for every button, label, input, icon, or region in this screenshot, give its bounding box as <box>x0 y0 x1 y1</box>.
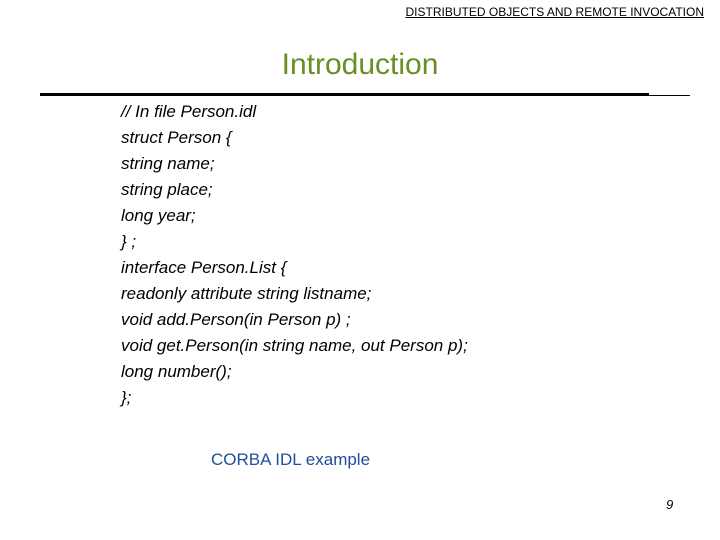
section-header: DISTRIBUTED OBJECTS AND REMOTE INVOCATION <box>405 5 704 19</box>
code-line: struct Person { <box>121 128 232 147</box>
code-line: long number(); <box>121 362 232 381</box>
slide-title: Introduction <box>281 48 439 81</box>
title-divider-tail <box>649 95 690 96</box>
code-line: void add.Person(in Person p) ; <box>121 310 351 329</box>
code-line: } ; <box>121 232 137 251</box>
code-line: }; <box>121 388 132 407</box>
figure-caption: CORBA IDL example <box>211 450 371 469</box>
code-line: string name; <box>121 154 215 173</box>
code-line: interface Person.List { <box>121 258 287 277</box>
code-line: long year; <box>121 206 196 225</box>
code-line: string place; <box>121 180 213 199</box>
page-number: 9 <box>666 497 674 512</box>
code-line: readonly attribute string listname; <box>121 284 372 303</box>
code-line: void get.Person(in string name, out Person p); <box>121 336 468 355</box>
idl-code-block <box>121 99 468 411</box>
code-line: // In file Person.idl <box>121 102 257 121</box>
title-divider <box>40 93 649 96</box>
